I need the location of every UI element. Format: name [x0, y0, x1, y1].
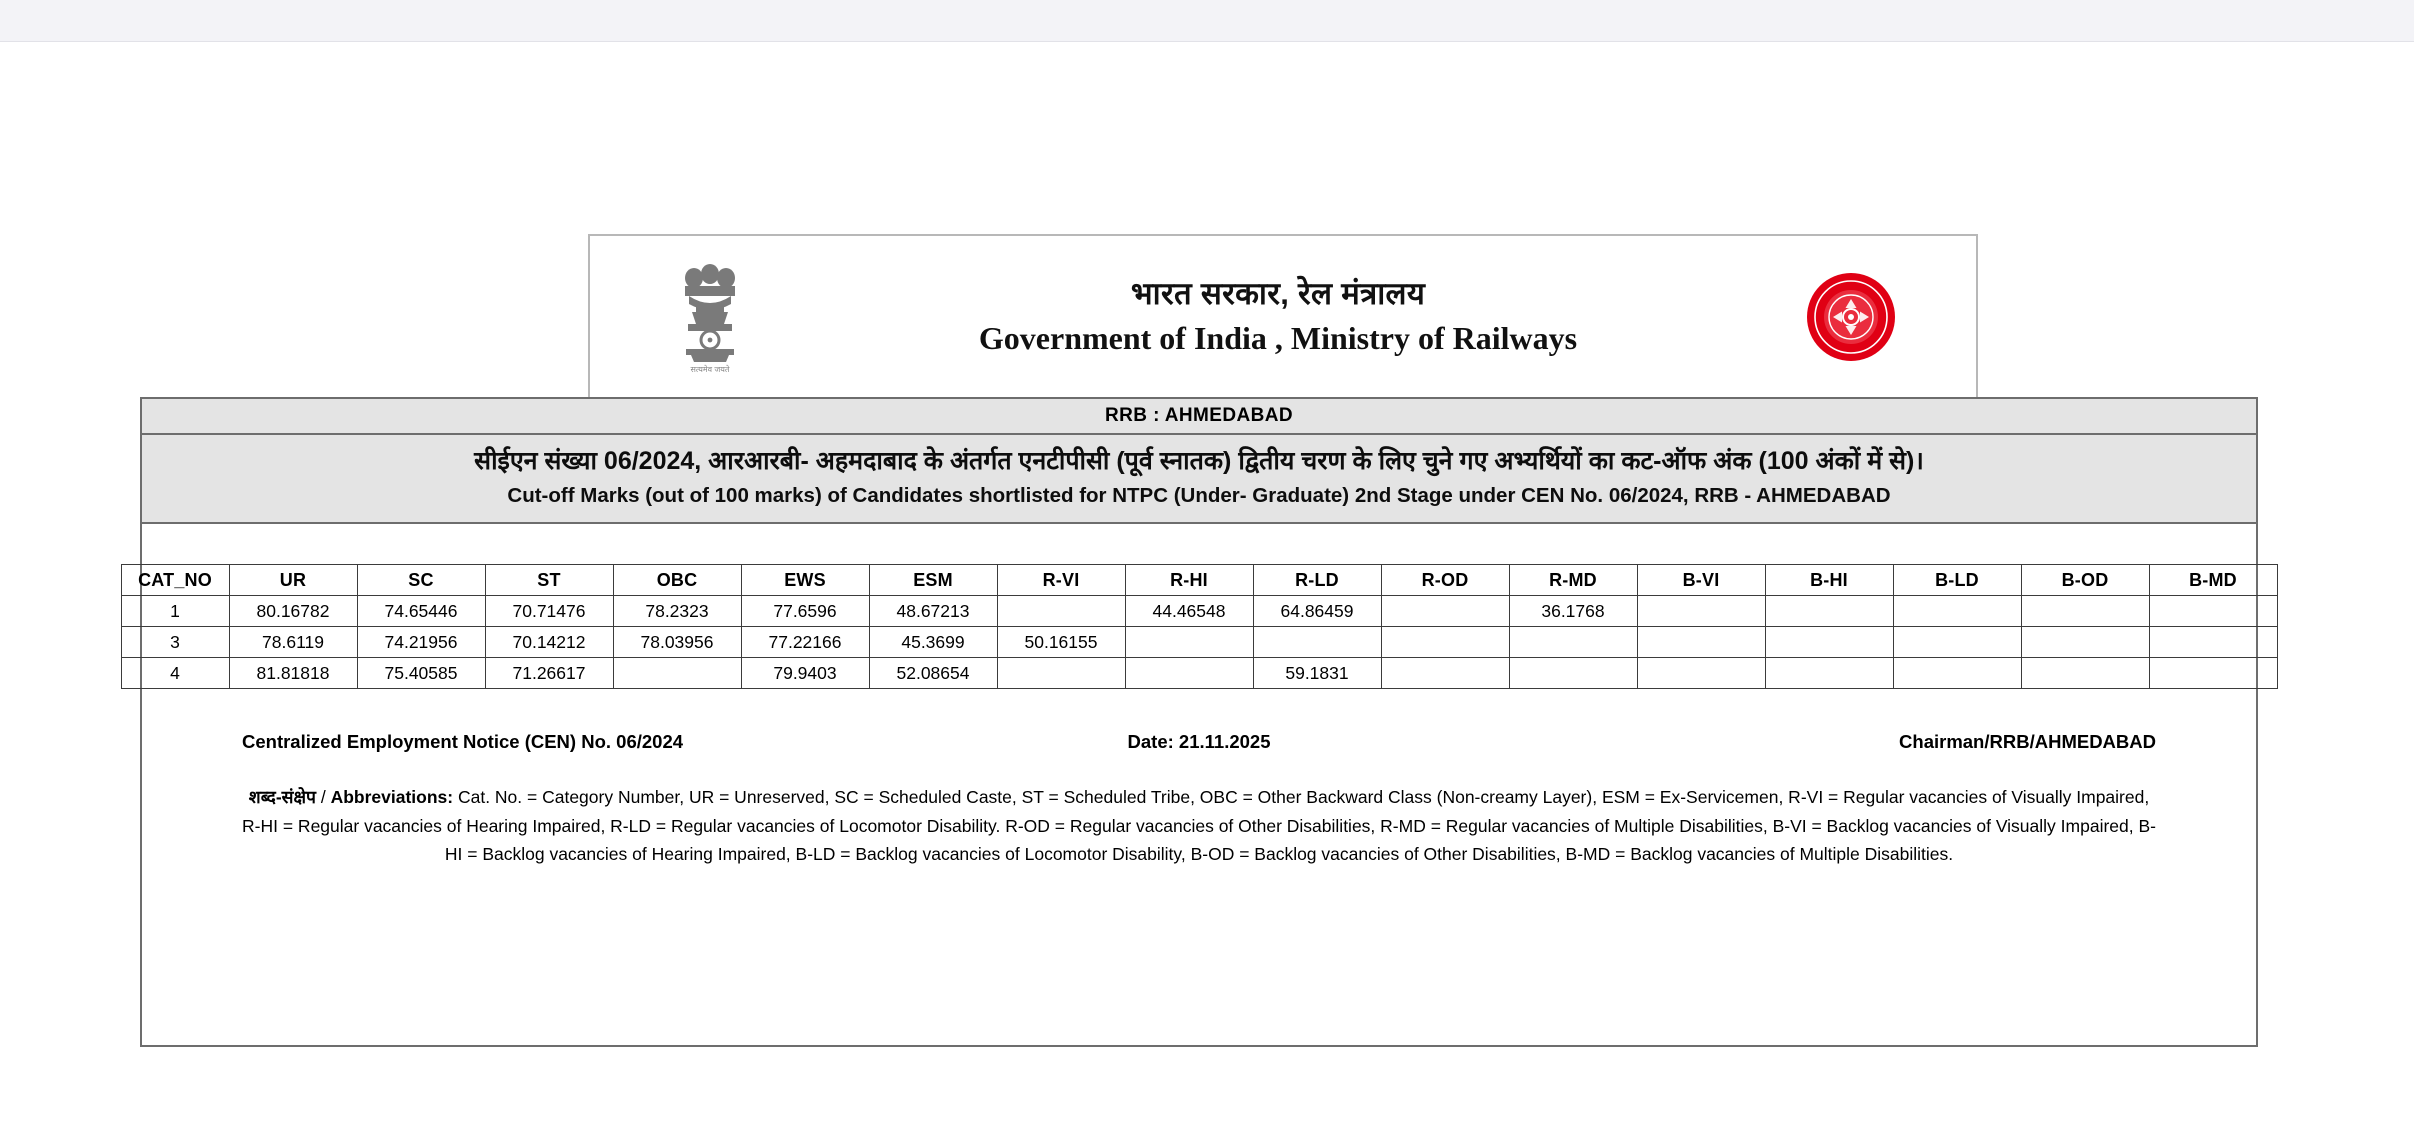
table-cell-value: 80.16782 — [229, 596, 357, 627]
table-col-header: EWS — [741, 565, 869, 596]
table-cell-value — [2149, 658, 2277, 689]
table-col-header: CAT_NO — [121, 565, 229, 596]
table-cell-value: 48.67213 — [869, 596, 997, 627]
table-cell-value: 70.14212 — [485, 627, 613, 658]
ministry-header-box — [588, 234, 1978, 399]
emblem-caption: सत्यमेव जयते — [690, 364, 730, 374]
table-cell-value — [2149, 627, 2277, 658]
table-cell-value: 71.26617 — [485, 658, 613, 689]
table-cell-value: 78.6119 — [229, 627, 357, 658]
table-cell-value — [1125, 658, 1253, 689]
table-col-header: SC — [357, 565, 485, 596]
table-col-header: ESM — [869, 565, 997, 596]
table-cell-value: 50.16155 — [997, 627, 1125, 658]
table-cell-value — [1381, 596, 1509, 627]
table-row — [121, 596, 2277, 627]
ashoka-emblem-icon — [673, 258, 747, 376]
table-cell-value — [1381, 627, 1509, 658]
table-cell-value: 77.22166 — [741, 627, 869, 658]
table-col-header: R-OD — [1381, 565, 1509, 596]
notice-date-label: Date: 21.11.2025 — [1127, 731, 1271, 753]
table-col-header: R-LD — [1253, 565, 1381, 596]
table-body — [121, 596, 2277, 689]
table-cell-value: 70.71476 — [485, 596, 613, 627]
table-cell-value — [2021, 596, 2149, 627]
signatory-label: Chairman/RRB/AHMEDABAD — [1899, 731, 2156, 753]
table-cell-catno: 3 — [121, 627, 229, 658]
table-cell-value: 77.6596 — [741, 596, 869, 627]
table-head — [121, 565, 2277, 596]
viewer-top-strip — [0, 0, 2414, 42]
table-col-header: B-VI — [1637, 565, 1765, 596]
rrb-label: RRB : AHMEDABAD — [1105, 405, 1293, 426]
table-cell-value: 59.1831 — [1253, 658, 1381, 689]
table-cell-value — [1893, 658, 2021, 689]
table-col-header: R-MD — [1509, 565, 1637, 596]
table-col-header: B-OD — [2021, 565, 2149, 596]
table-cell-value — [1765, 596, 1893, 627]
table-cell-value — [2021, 658, 2149, 689]
table-col-header: R-VI — [997, 565, 1125, 596]
table-cell-value: 52.08654 — [869, 658, 997, 689]
table-cell-value: 81.81818 — [229, 658, 357, 689]
table-cell-value — [1893, 596, 2021, 627]
table-cell-value — [1509, 627, 1637, 658]
table-cell-value — [997, 658, 1125, 689]
abbreviations-lead-hindi: शब्द-संक्षेप — [248, 787, 316, 808]
table-col-header: R-HI — [1125, 565, 1253, 596]
table-row — [121, 627, 2277, 658]
ministry-name-hindi: भारत सरकार, रेल मंत्रालय — [1130, 276, 1426, 312]
title-band — [142, 435, 2256, 524]
table-cell-value — [1893, 627, 2021, 658]
table-cell-value: 75.40585 — [357, 658, 485, 689]
notice-title-hindi: सीईएन संख्या 06/2024, आरआरबी- अहमदाबाद के अंतर्गत एनटीपीसी (पूर्व स्नातक) द्वितीय चरण के लिए चुने गए अभ्यर्थियों का कट-ऑफ अंक (100 अंकों में से)। — [474, 447, 1924, 475]
table-header-row — [121, 565, 2277, 596]
table-col-header: OBC — [613, 565, 741, 596]
notice-body — [140, 397, 2258, 1047]
table-cell-value — [1637, 596, 1765, 627]
abbreviations-lead-english: Abbreviations: — [330, 787, 454, 808]
table-cell-value — [1509, 658, 1637, 689]
table-cell-value — [2021, 627, 2149, 658]
table-cell-value — [1253, 627, 1381, 658]
table-cell-value: 78.03956 — [613, 627, 741, 658]
cutoff-table-wrapper — [138, 524, 2256, 689]
cutoff-marks-table — [121, 564, 2278, 689]
document-page — [0, 42, 2414, 1138]
table-cell-value — [1765, 627, 1893, 658]
table-col-header: B-MD — [2149, 565, 2277, 596]
abbreviations-block — [242, 783, 2156, 868]
table-cell-value — [1125, 627, 1253, 658]
ministry-titles — [830, 275, 1726, 358]
table-cell-value — [1637, 658, 1765, 689]
indian-railways-logo-icon — [1805, 271, 1897, 363]
table-cell-value: 74.21956 — [357, 627, 485, 658]
table-cell-value: 78.2323 — [613, 596, 741, 627]
abbreviations-separator: / — [315, 787, 331, 808]
ministry-name-english: Government of India , Ministry of Railways — [978, 319, 1578, 356]
abbreviations-text: Cat. No. = Category Number, UR = Unreserved, SC = Scheduled Caste, ST = Scheduled Tribe, OBC = Other Backward Class (Non-creamy Layer), ESM = Ex-Servicemen, R-VI = Regular vacancies of Visually Impaired, R-HI = Regular vacancies of Hearing Impaired, R-LD = Regular vacancies of Locomotor Disability. R-OD = Regular vacancies of Other Disabilities, R-MD = Regular vacancies of Multiple Disabilities, B-VI = Backlog vacancies of Visually Impaired, B-HI = Backlog vacancies of Hearing Impaired, B-LD = Backlog vacancies of Locomotor Disability, B-OD = Backlog vacancies of Other Disabilities, B-MD = Backlog vacancies of Multiple Disabilities. — [242, 787, 2156, 865]
table-cell-value: 64.86459 — [1253, 596, 1381, 627]
table-cell-value: 74.65446 — [357, 596, 485, 627]
table-cell-catno: 1 — [121, 596, 229, 627]
railway-logo-slot — [1726, 271, 1976, 363]
table-cell-value — [997, 596, 1125, 627]
notice-title-english: Cut-off Marks (out of 100 marks) of Candidates shortlisted for NTPC (Under- Graduate) 2nd Stage under CEN No. 06/2024, RRB - AHMEDABAD — [507, 483, 1891, 507]
meta-row — [142, 731, 2256, 759]
table-cell-value — [613, 658, 741, 689]
table-cell-value — [1381, 658, 1509, 689]
table-cell-value — [2149, 596, 2277, 627]
table-cell-value — [1637, 627, 1765, 658]
table-row — [121, 658, 2277, 689]
table-cell-value — [1765, 658, 1893, 689]
table-cell-value: 44.46548 — [1125, 596, 1253, 627]
cen-number-label: Centralized Employment Notice (CEN) No. 06/2024 — [242, 731, 684, 753]
table-cell-value: 36.1768 — [1509, 596, 1637, 627]
table-cell-value: 45.3699 — [869, 627, 997, 658]
table-cell-value: 79.9403 — [741, 658, 869, 689]
table-col-header: B-LD — [1893, 565, 2021, 596]
table-cell-catno: 4 — [121, 658, 229, 689]
emblem-slot — [590, 258, 830, 376]
rrb-band — [142, 399, 2256, 435]
table-col-header: ST — [485, 565, 613, 596]
table-col-header: UR — [229, 565, 357, 596]
table-col-header: B-HI — [1765, 565, 1893, 596]
